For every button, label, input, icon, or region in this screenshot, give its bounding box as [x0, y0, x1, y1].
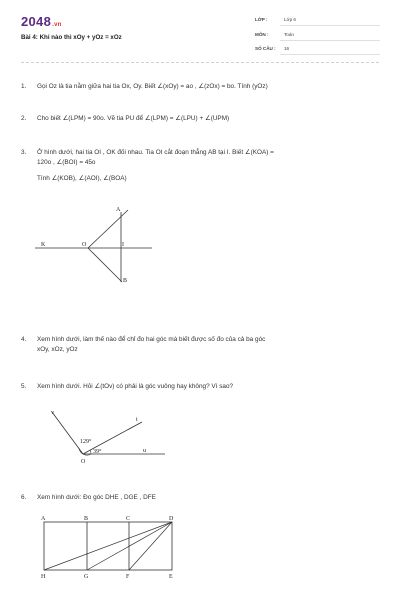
label-k: K: [41, 242, 46, 248]
worksheet-header: [0, 0, 400, 62]
question-number: 4.: [21, 336, 27, 343]
segment-dh: [44, 522, 172, 570]
label-angle-39: 39°: [93, 449, 102, 455]
label-c: C: [126, 516, 131, 522]
label-o: O: [81, 459, 86, 465]
question-text: 120o , ∠(BOI) = 45o: [37, 159, 96, 166]
question-number: 2.: [21, 115, 27, 122]
meta-label-class: LỚP :: [255, 17, 268, 22]
label-i: I: [122, 242, 124, 248]
label-v: v: [51, 410, 54, 416]
label-a: A: [41, 516, 46, 522]
question-text: Gọi Oz là tia nằm giữa hai tia Ox, Oy. Biết ∠(xOy) = ao , ∠(zOx) = bo. Tính (yOz): [37, 83, 268, 90]
meta-value-count: 16: [284, 46, 290, 51]
figure-3: [30, 200, 160, 290]
label-d: D: [169, 516, 174, 522]
question-text: Tính ∠(KOB), ∠(AOI), ∠(BOA): [37, 175, 127, 182]
question-text: Ở hình dưới, hai tia OI , OK đối nhau. Tia OI cắt đoạn thẳng AB tại I. Biết ∠(KOA) =: [37, 149, 274, 156]
label-g: G: [84, 574, 89, 580]
question-text: Cho biết ∠(LPM) = 90o. Vẽ tia PU để ∠(LPM) = ∠(LPU) + ∠(UPM): [37, 115, 230, 122]
meta-label-subject: MÔN :: [255, 32, 269, 37]
label-b: B: [123, 278, 128, 284]
label-o: O: [82, 242, 87, 248]
segment-dg: [87, 522, 172, 570]
meta-line: [280, 54, 380, 55]
angle-arc-39: [90, 450, 91, 454]
label-t: t: [136, 417, 138, 423]
worksheet-title: Bài 4: Khi nào thì xOy + yOz = xOz: [21, 34, 122, 41]
meta-line: [280, 40, 380, 41]
figure-6: [36, 512, 186, 580]
header-divider: [21, 62, 379, 63]
question-text: xOy, xOz, yOz: [37, 346, 78, 353]
label-h: H: [41, 574, 46, 580]
label-a: A: [116, 207, 121, 213]
label-u: u: [143, 448, 146, 454]
ray-ob: [88, 248, 122, 282]
meta-line: [280, 25, 380, 26]
site-logo[interactable]: [21, 14, 62, 29]
meta-label-count: SỐ CÂU :: [255, 46, 276, 51]
logo-text: 2048: [21, 14, 52, 29]
segment-df: [129, 522, 172, 570]
ray-ot: [83, 422, 142, 454]
question-number: 1.: [21, 83, 27, 90]
figure-5: [40, 404, 170, 474]
question-text: Xem hình dưới, làm thế nào để chỉ đo hai góc mà biết được số đo của cả ba góc: [37, 336, 266, 343]
label-f: F: [126, 574, 130, 580]
meta-value-class: Lớp 6: [284, 17, 296, 22]
question-number: 6.: [21, 494, 27, 501]
ray-ov: [52, 412, 83, 454]
question-number: 3.: [21, 149, 27, 156]
label-e: E: [169, 574, 173, 580]
question-number: 5.: [21, 383, 27, 390]
question-text: Xem hình dưới: Đo góc DHE , DGE , DFE: [37, 494, 156, 501]
logo-suffix: .vn: [52, 22, 62, 28]
label-angle-129: 129°: [80, 439, 92, 445]
question-text: Xem hình dưới. Hỏi ∠(tOv) có phải là góc vuông hay không? Vì sao?: [37, 383, 234, 390]
label-b: B: [84, 516, 89, 522]
meta-value-subject: Toán: [284, 32, 294, 37]
